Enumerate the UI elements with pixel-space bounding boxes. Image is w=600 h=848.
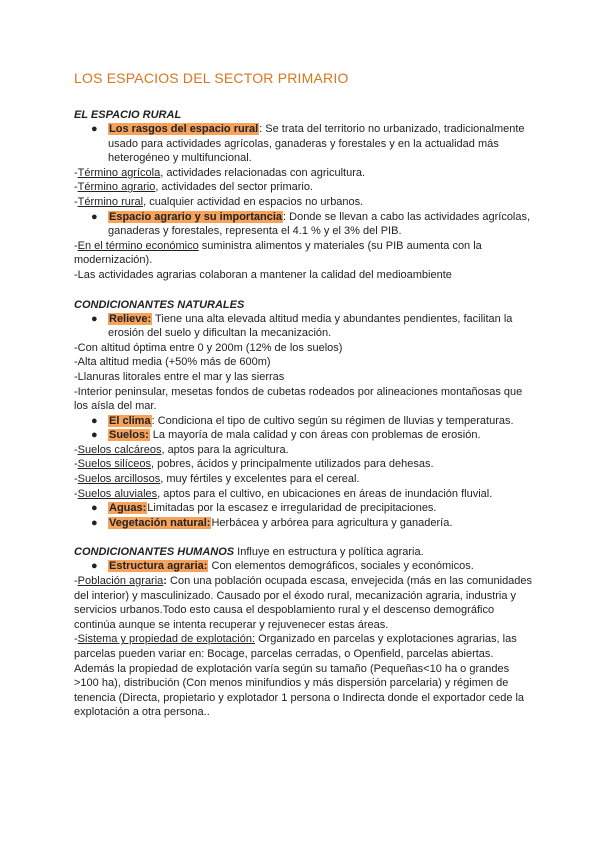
- bullet-vegetacion: [74, 516, 534, 531]
- dash: -: [74, 195, 78, 208]
- text-line: -Llanuras litorales entre el mar y las sierras: [74, 370, 285, 383]
- highlight-label: Vegetación natural:: [109, 516, 211, 529]
- term-label: Suelos silíceos: [77, 458, 152, 471]
- bullet-relieve: [74, 312, 534, 341]
- highlight-label: Espacio agrario y su importancia: [109, 210, 283, 223]
- bullet-dot: ●: [91, 123, 98, 135]
- heading-label: CONDICIONANTES HUMANOS: [74, 546, 235, 559]
- term-text: , pobres, ácidos y principalmente utilizados para dehesas.: [151, 458, 434, 471]
- section-heading-humanos: [74, 545, 534, 559]
- bullet-text: : Condiciona el tipo de cultivo según su régimen de lluvias y temperaturas.: [151, 414, 514, 427]
- bullet-dot: ●: [91, 516, 98, 529]
- bullet-suelos: [74, 428, 534, 443]
- term-text: Organizado en parcelas y explotaciones agrarias, las parcelas pueden variar en: Bocage, parcelas cerradas, o Openfield, parcelas abiertas. Además la propiedad de explotación varía según su tamaño (Pequeñas<10 ha o grandes >100 ha), distribución (Con menos minifundios y más dispersión parcelaria) y régimen de tenencia (Directa, propietario y explotador 1 persona o Indirecta donde el exportador cede la explotación a otra persona..: [74, 633, 525, 719]
- soil-line: [74, 457, 534, 472]
- document-title: LOS ESPACIOS DEL SECTOR PRIMARIO: [74, 70, 349, 86]
- bullet-dot: ●: [91, 312, 98, 325]
- bullet-clima: [74, 414, 534, 429]
- bullet-text: La mayoría de mala calidad y con áreas con problemas de erosión.: [149, 429, 481, 442]
- bullet-dot: ●: [91, 414, 98, 427]
- bullet-text: : Se trata del territorio no urbanizado, tradicionalmente usado para actividades agrícolas, ganaderas y forestales y en la actualidad más heterogéneo y multifuncional.: [108, 123, 525, 165]
- term-text: , aptos para la agricultura.: [161, 443, 289, 456]
- section-heading-naturales: CONDICIONANTES NATURALES: [74, 298, 245, 311]
- dash: -: [74, 239, 78, 252]
- term-label: Suelos aluviales: [77, 487, 158, 500]
- term-line: [74, 195, 534, 210]
- term-text: , actividades del sector primario.: [155, 181, 314, 194]
- bullet-dot: ●: [91, 429, 98, 442]
- bullet-text: Tiene una alta elevada altitud media y abundantes pendientes, facilitan la erosión del suelo y dificultan la mecanización.: [108, 312, 513, 340]
- term-text: , muy fértiles y excelentes para el cereal.: [160, 473, 360, 486]
- bullet-aguas: [74, 501, 534, 516]
- term-line: [74, 180, 534, 195]
- document-page: [74, 70, 534, 720]
- dash: -: [74, 575, 78, 588]
- highlight-label: Aguas:: [109, 502, 147, 515]
- dash: -: [74, 487, 78, 500]
- term-text: , actividades relacionadas con agricultura.: [160, 166, 366, 179]
- dash: -: [74, 458, 78, 471]
- term-label: Población agraria: [77, 575, 164, 588]
- term-text: Con una población ocupada escasa, envejecida (más en las comunidades del interior) y masculinizado. Causado por el éxodo rural, mecanización agraria, industria y servicios urbanos.Todo esto causa el despoblamiento rural y el descenso demográfico continúa aunque se intenta recuperar y rejuvenecer estas áreas.: [74, 575, 533, 631]
- dash: -: [74, 633, 78, 646]
- term-label: Término agrario: [77, 181, 156, 194]
- text-line: [74, 239, 534, 268]
- soil-line: [74, 487, 534, 502]
- soil-line: [74, 443, 534, 458]
- bullet-dot: ●: [91, 210, 98, 223]
- bullet-text: Herbácea y arbórea para agricultura y ganadería.: [211, 516, 453, 529]
- term-text: , aptos para el cultivo, en ubicaciones en áreas de inundación fluvial.: [157, 487, 493, 500]
- highlight-label: El clima: [109, 414, 151, 427]
- dash: -: [74, 473, 78, 486]
- term-colon: :: [163, 575, 167, 588]
- text-line: -Alta altitud media (+50% más de 600m): [74, 356, 271, 369]
- bullet-text: : Donde se llevan a cabo las actividades agrícolas, ganaderas y forestales, representa el 4.1 % y el 3% del PIB.: [108, 210, 531, 238]
- sistema-paragraph: [74, 632, 534, 720]
- text-line: -Interior peninsular, mesetas fondos de cubetas rodeados por alineaciones montañosas que los aísla del mar.: [74, 385, 523, 413]
- term-label: Término rural: [77, 195, 144, 208]
- term-label: Término agrícola: [77, 166, 161, 179]
- poblacion-paragraph: [74, 574, 534, 632]
- highlight-label: Relieve:: [109, 312, 152, 325]
- bullet-rasgos: [74, 122, 534, 166]
- bullet-dot: ●: [91, 560, 98, 573]
- bullet-text: Con elementos demográficos, sociales y económicos.: [208, 560, 474, 573]
- term-line: [74, 166, 534, 181]
- term-label: Suelos calcáreos: [77, 443, 162, 456]
- highlight-label: Suelos:: [109, 429, 149, 442]
- soil-line: [74, 472, 534, 487]
- highlight-label: Los rasgos del espacio rural: [109, 123, 259, 135]
- term-text: , cualquier actividad en espacios no urbanos.: [143, 195, 364, 208]
- dash: -: [74, 443, 78, 456]
- dash: -: [74, 166, 78, 179]
- section-heading-espacio-rural: EL ESPACIO RURAL: [74, 109, 182, 121]
- dash: -: [74, 181, 78, 194]
- highlight-label: Estructura agraria:: [109, 560, 208, 573]
- term-label: Sistema y propiedad de explotación:: [77, 633, 256, 646]
- term-label: Suelos arcillosos: [77, 473, 161, 486]
- heading-tail: Influye en estructura y política agraria.: [234, 546, 424, 559]
- text-line: -Con altitud óptima entre 0 y 200m (12% de los suelos): [74, 341, 343, 354]
- bullet-espacio-agrario: [74, 210, 534, 239]
- term-text: suministra alimentos y materiales (su PIB aumenta con la modernización).: [74, 239, 482, 267]
- text-line: -Las actividades agrarias colaboran a mantener la calidad del medioambiente: [74, 268, 452, 281]
- term-label: En el término económico: [77, 239, 199, 252]
- bullet-estructura: [74, 559, 534, 574]
- bullet-text: Limitadas por la escasez e irregularidad de precipitaciones.: [147, 502, 437, 515]
- bullet-dot: ●: [91, 502, 98, 515]
